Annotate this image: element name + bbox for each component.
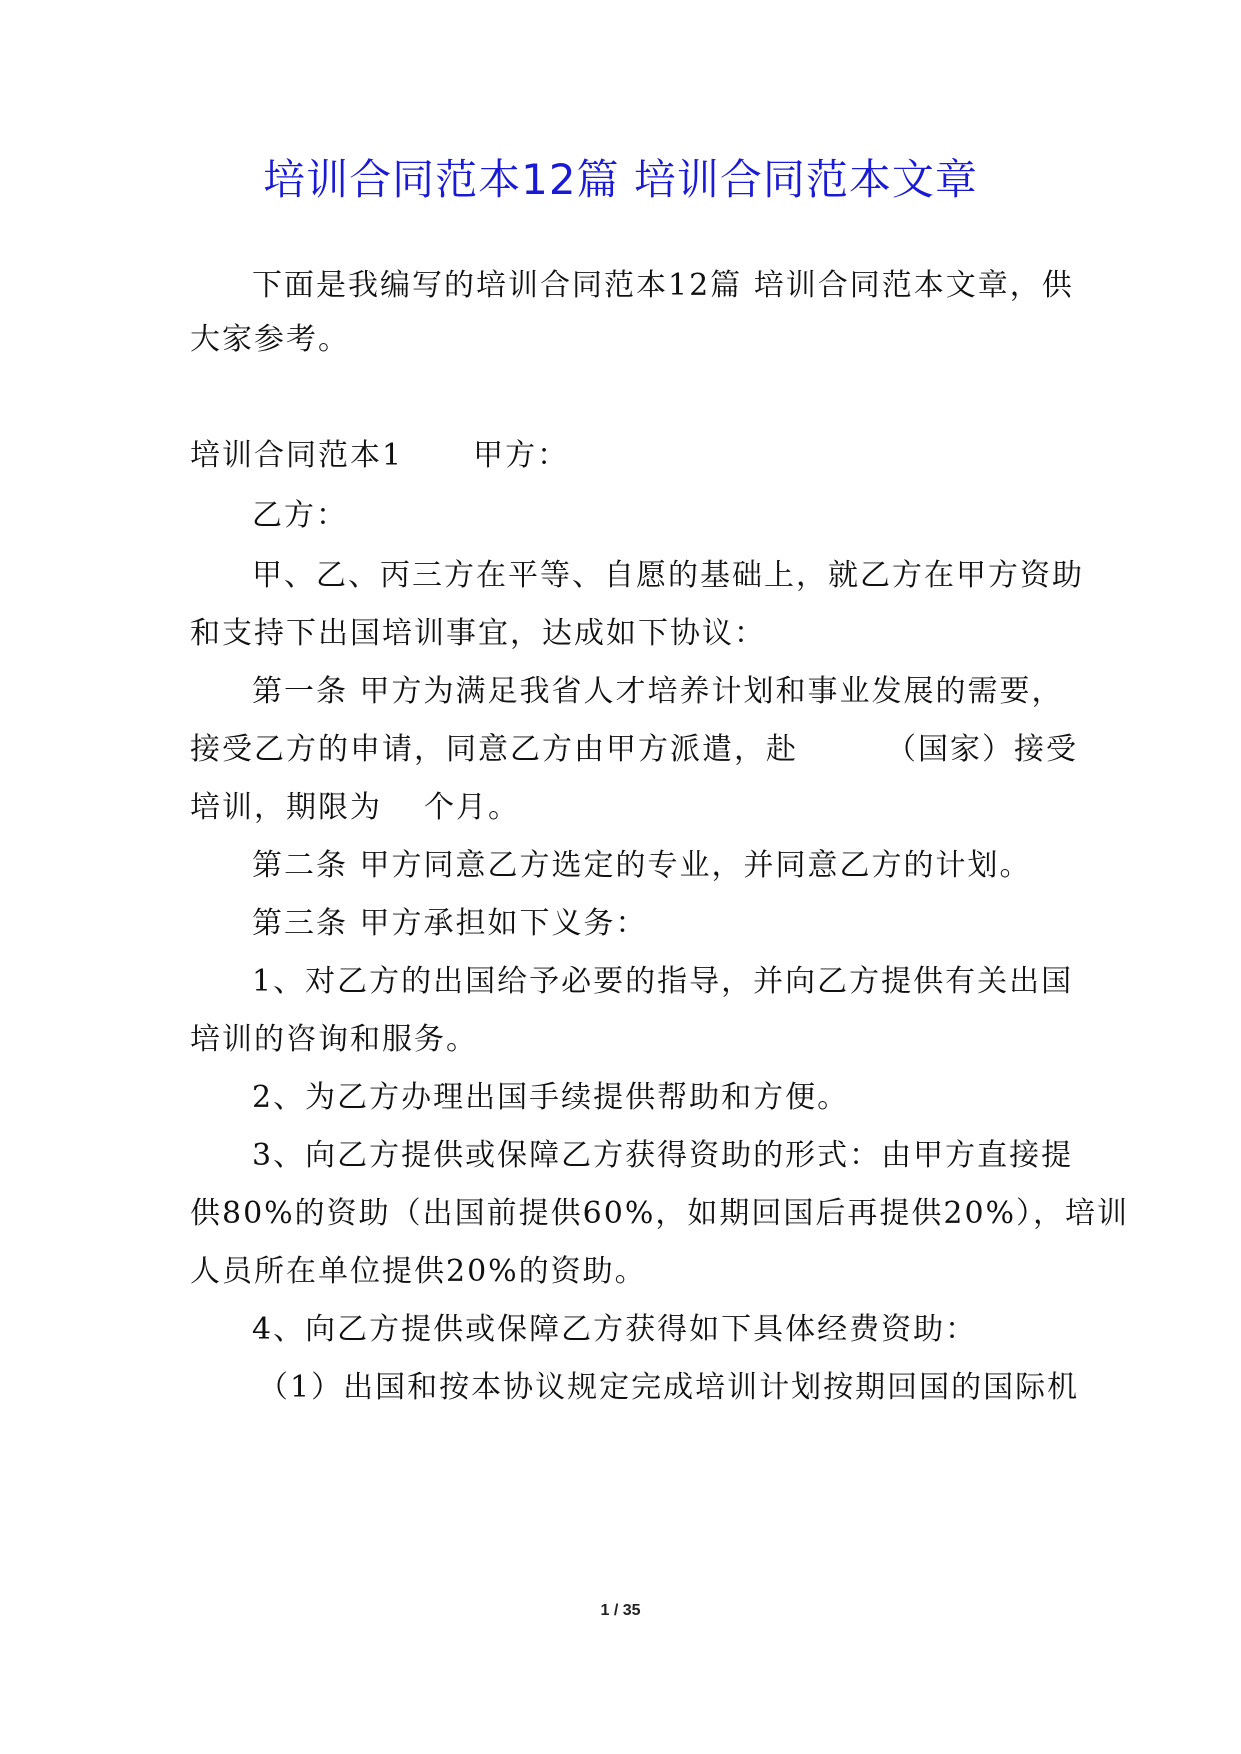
item-1-line-2: 培训的咨询和服务。 xyxy=(190,1022,478,1057)
section-heading: 培训合同范本1 xyxy=(190,438,404,473)
item-3-line-1: 3、向乙方提供或保障乙方获得资助的形式：由甲方直接提 xyxy=(252,1138,1074,1173)
page-number: 1 / 35 xyxy=(600,1602,641,1619)
item-3-line-3: 人员所在单位提供20%的资助。 xyxy=(190,1254,647,1289)
intro-line-2: 大家参考。 xyxy=(190,322,350,357)
item-2: 2、为乙方办理出国手续提供帮助和方便。 xyxy=(252,1080,850,1115)
article-1-line-3-a: 培训，期限为 xyxy=(190,790,382,825)
article-3: 第三条 甲方承担如下义务： xyxy=(252,906,648,941)
article-1-line-2 xyxy=(190,730,1078,770)
paragraph-1-line-1: 甲、乙、丙三方在平等、自愿的基础上，就乙方在甲方资助 xyxy=(252,558,1084,593)
intro-line-1: 下面是我编写的培训合同范本12篇 培训合同范本文章，供 xyxy=(252,268,1074,303)
item-4: 4、向乙方提供或保障乙方获得如下具体经费资助： xyxy=(252,1312,978,1347)
article-1-line-2-a: 接受乙方的申请，同意乙方由甲方派遣，赴 xyxy=(190,732,798,767)
article-1-line-3-b: 个月。 xyxy=(424,790,520,825)
item-1-line-1: 1、对乙方的出国给予必要的指导，并向乙方提供有关出国 xyxy=(252,964,1074,999)
party-b-label: 乙方： xyxy=(252,498,348,533)
article-2: 第二条 甲方同意乙方选定的专业，并同意乙方的计划。 xyxy=(252,848,1032,883)
item-3-line-2: 供80%的资助（出国前提供60%，如期回国后再提供20%），培训 xyxy=(190,1196,1130,1231)
article-1-line-3 xyxy=(190,788,520,828)
article-1-line-1: 第一条 甲方为满足我省人才培养计划和事业发展的需要， xyxy=(252,674,1064,709)
section-heading-row xyxy=(190,436,569,476)
sub-item-1: （1）出国和按本协议规定完成培训计划按期回国的国际机 xyxy=(258,1370,1080,1405)
paragraph-1-line-2: 和支持下出国培训事宜，达成如下协议： xyxy=(190,616,766,651)
party-a-label: 甲方： xyxy=(473,438,570,473)
document-title: 培训合同范本12篇 培训合同范本文章 xyxy=(263,155,978,204)
article-1-line-2-b: （国家）接受 xyxy=(886,732,1078,767)
